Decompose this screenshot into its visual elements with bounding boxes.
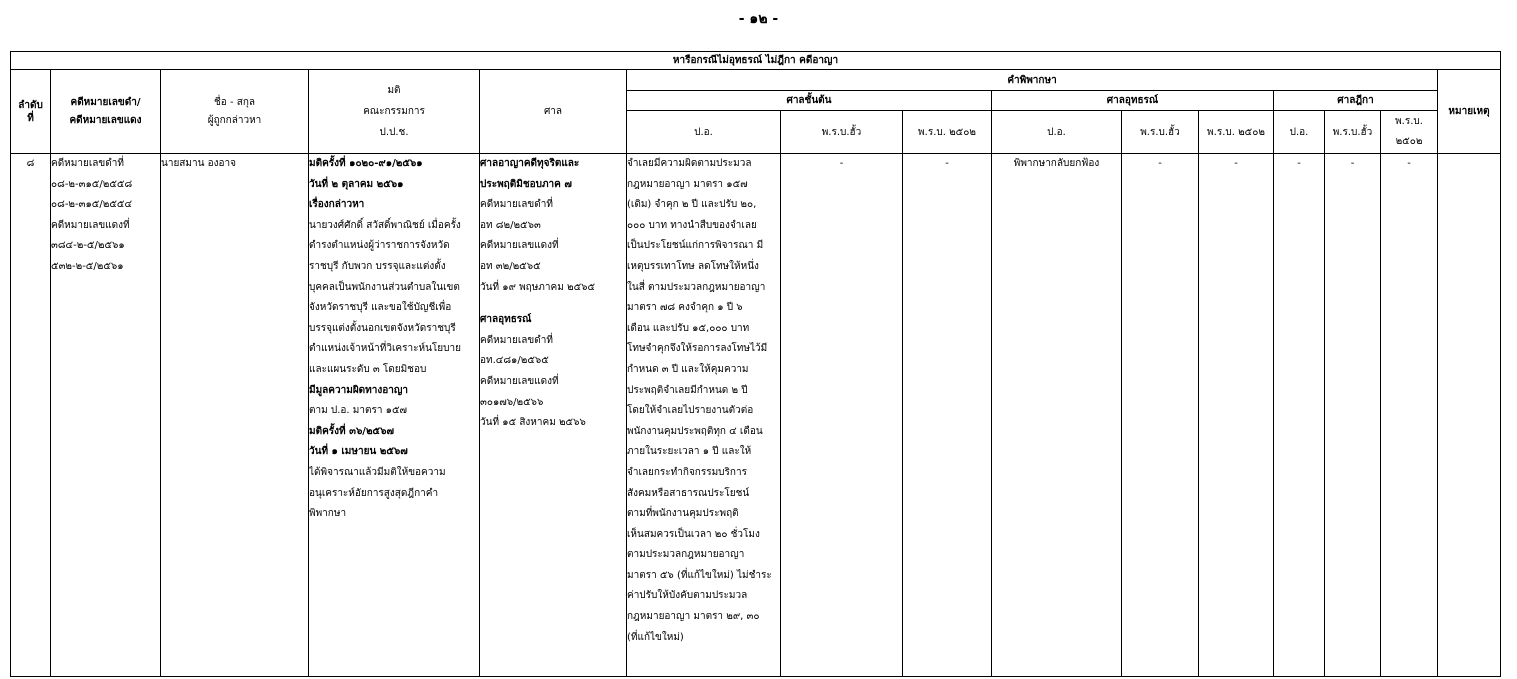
table-title: หารือกรณีไม่อุทธรณ์ ไม่ฎีกา คดีอาญา	[11, 52, 1501, 70]
header-first-hua: พ.ร.บ.ฮั้ว	[781, 111, 903, 154]
cell-supreme-pa: -	[1274, 154, 1325, 677]
cell-appeal-pa: พิพากษากลับยกฟ้อง	[992, 154, 1122, 677]
resolution-meeting-2: มติครั้งที่ ๓๖/๒๕๖๗	[309, 425, 394, 437]
cell-court: ศาลอาญาคดีทุจริตและ ประพฤติมิชอบภาค ๗ คดีหมายเลขดำที่ อท ๘๒/๒๕๖๓ คดีหมายเลขแดงที่ อท ๓๒/๒๕๖๕ วันที่ ๑๙ พฤษภาคม ๒๕๖๕ ศาลอุทธรณ์ คดีหมายเลขดำที่ อท.๔๘๑/๒๕๖๕ คดีหมายเลขแดงที่ ๓๐๑๗๖/๒๕๖๖ วันที่ ๑๕ สิงหาคม ๒๕๖๖	[480, 154, 627, 677]
cell-resolution: มติครั้งที่ ๑๐๒๐-๙๑/๒๕๖๑ วันที่ ๒ ตุลาคม ๒๕๖๑ เรื่องกล่าวหา นายวงศ์ศักดิ์ สวัสดิ์พาณิชย์ เมื่อครั้ง ดำรงตำแหน่งผู้ว่าราชการจังหวัด ราชบุรี กับพวก บรรจุและแต่งตั้ง บุคคลเป็นพนักงานส่วนตำบลในเขต จังหวัดราชบุรี และขอใช้บัญชีเพื่อ บรรจุแต่งตั้งนอกเขตจังหวัดราชบุรี ตำแหน่งเจ้าหน้าที่วิเคราะห์นโยบาย และแผนระดับ ๓ โดยมิชอบ มีมูลความผิดทางอาญา ตาม ป.อ. มาตรา ๑๕๗ มติครั้งที่ ๓๖/๒๕๖๗ วันที่ ๑ เมษายน ๒๕๖๗ ได้พิจารณาแล้วมีมติให้ขอความ อนุเคราะห์อัยการสูงสุดฎีกาคำ พิพากษา	[309, 154, 480, 677]
appeal-court-name: ศาลอุทธรณ์	[480, 314, 532, 326]
header-case-no: คดีหมายเลขดำ/ คดีหมายเลขแดง	[51, 70, 161, 154]
cell-first-pa: จำเลยมีความผิดตามประมวล กฎหมายอาญา มาตรา ๑๕๗ (เดิม) จำคุก ๒ ปี และปรับ ๒๐, ๐๐๐ บาท ทางนำสืบของจำเลย เป็นประโยชน์แก่การพิจารณา มี เหตุบรรเทาโทษ ลดโทษให้หนึ่ง ในสี่ ตามประมวลกฎหมายอาญา มาตรา ๗๘ คงจำคุก ๑ ปี ๖ เดือน และปรับ ๑๕,๐๐๐ บาท โทษจำคุกจึงให้รอการลงโทษไว้มี กำหนด ๓ ปี และให้คุมความ ประพฤติจำเลยมีกำหนด ๒ ปี โดยให้จำเลยไปรายงานตัวต่อ พนักงานคุมประพฤติทุก ๔ เดือน ภายในระยะเวลา ๑ ปี และให้ จำเลยกระทำกิจกรรมบริการ สังคมหรือสาธารณประโยชน์ ตามที่พนักงานคุมประพฤติ เห็นสมควรเป็นเวลา ๒๐ ชั่วโมง ตามประมวลกฎหมายอาญา มาตรา ๕๖ (ที่แก้ไขใหม่) ไม่ชำระ ค่าปรับให้บังคับตามประมวล กฎหมายอาญา มาตรา ๒๙, ๓๐ (ที่แก้ไขใหม่)	[627, 154, 781, 677]
header-first-pa: ป.อ.	[627, 111, 781, 154]
cell-order: ๘	[11, 154, 51, 677]
cell-first-hua: -	[781, 154, 903, 677]
case-table	[10, 51, 1501, 677]
first-court-name: ศาลอาญาคดีทุจริตและ	[480, 158, 580, 169]
finding: มีมูลความผิดทางอาญา	[309, 384, 409, 396]
cell-remark	[1438, 154, 1501, 677]
cell-appeal-hua: -	[1122, 154, 1199, 677]
allegation-title: เรื่องกล่าวหา	[309, 199, 365, 211]
resolution-date-1: วันที่ ๒ ตุลาคม ๒๕๖๑	[309, 178, 404, 190]
header-first-court: ศาลชั้นต้น	[627, 91, 992, 111]
header-supreme-2502: พ.ร.บ. ๒๕๐๒	[1381, 111, 1438, 154]
header-appeal-pa: ป.อ.	[992, 111, 1122, 154]
header-accused: ชื่อ - สกุล ผู้ถูกกล่าวหา	[161, 70, 309, 154]
header-court: ศาล	[480, 70, 627, 154]
cell-appeal-2502: -	[1199, 154, 1274, 677]
header-resolution: มติ คณะกรรมการ ป.ป.ช.	[309, 70, 480, 154]
header-supreme-pa: ป.อ.	[1274, 111, 1325, 154]
cell-accused: นายสมาน องอาจ	[161, 154, 309, 677]
header-appeal-hua: พ.ร.บ.ฮั้ว	[1122, 111, 1199, 154]
cell-supreme-hua: -	[1325, 154, 1381, 677]
header-appeal-2502: พ.ร.บ. ๒๕๐๒	[1199, 111, 1274, 154]
header-first-2502: พ.ร.บ. ๒๕๐๒	[903, 111, 992, 154]
page-number: - ๑๒ -	[738, 11, 779, 27]
header-remark: หมายเหตุ	[1438, 70, 1501, 154]
header-supreme-court: ศาลฎีกา	[1274, 91, 1438, 111]
resolution-meeting-1: มติครั้งที่ ๑๐๒๐-๙๑/๒๕๖๑	[309, 158, 423, 169]
header-judgment: คำพิพากษา	[627, 70, 1438, 91]
header-appeal-court: ศาลอุทธรณ์	[992, 91, 1274, 111]
resolution-date-2: วันที่ ๑ เมษายน ๒๕๖๗	[309, 446, 408, 458]
header-order: ลำดับ ที่	[11, 70, 51, 154]
cell-supreme-2502: -	[1381, 154, 1438, 677]
cell-first-2502: -	[903, 154, 992, 677]
cell-case-no: คดีหมายเลขดำที่ ๐๘-๒-๓๑๕/๒๕๕๘ ๐๘-๒-๓๑๕/๒๕๕๔ คดีหมายเลขแดงที่ ๓๘๔-๒-๕/๒๕๖๑ ๕๓๒-๒-๕/๒๕๖๑	[51, 154, 161, 677]
header-supreme-hua: พ.ร.บ.ฮั้ว	[1325, 111, 1381, 154]
